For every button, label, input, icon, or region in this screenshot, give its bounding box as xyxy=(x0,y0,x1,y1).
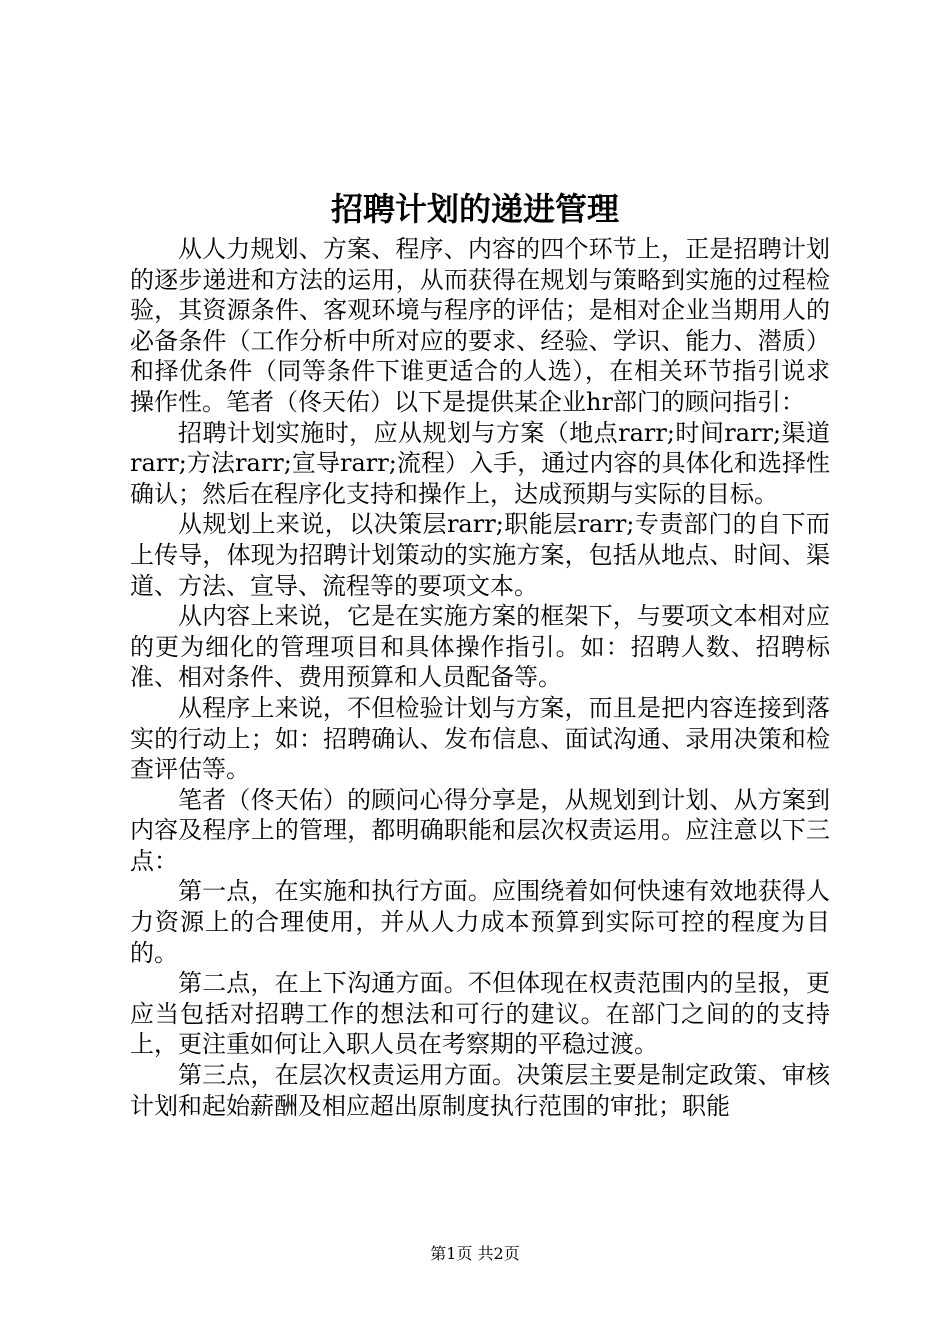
paragraph: 第二点，在上下沟通方面。不但体现在权责范围内的呈报，更应当包括对招聘工作的想法和可行的建议。在部门之间的的支持上，更注重如何让入职人员在考察期的平稳过渡。 xyxy=(130,969,830,1059)
paragraph: 招聘计划实施时，应从规划与方案（地点rarr;时间rarr;渠道rarr;方法rarr;宣导rarr;流程）入手，通过内容的具体化和选择性确认；然后在程序化支持和操作上，达成预期与实际的目标。 xyxy=(130,418,830,508)
document-body xyxy=(130,234,830,1121)
paragraph: 从规划上来说，以决策层rarr;职能层rarr;专责部门的自下而上传导，体现为招聘计划策动的实施方案，包括从地点、时间、渠道、方法、宣导、流程等的要项文本。 xyxy=(130,510,830,600)
paragraph: 从人力规划、方案、程序、内容的四个环节上，正是招聘计划的逐步递进和方法的运用，从而获得在规划与策略到实施的过程检验，其资源条件、客观环境与程序的评估；是相对企业当期用人的必备条件（工作分析中所对应的要求、经验、学识、能力、潜质）和择优条件（同等条件下谁更适合的人选），在相关环节指引说求操作性。笔者（佟天佑）以下是提供某企业hr部门的顾问指引： xyxy=(130,235,830,416)
page-footer: 第1页 共2页 xyxy=(430,1244,520,1263)
paragraph: 从程序上来说，不但检验计划与方案，而且是把内容连接到落实的行动上；如：招聘确认、发布信息、面试沟通、录用决策和检查评估等。 xyxy=(130,693,830,784)
document-title: 招聘计划的递进管理 xyxy=(330,190,619,228)
paragraph: 从内容上来说，它是在实施方案的框架下，与要项文本相对应的更为细化的管理项目和具体操作指引。如：招聘人数、招聘标准、相对条件、费用预算和人员配备等。 xyxy=(130,602,830,692)
paragraph: 第一点，在实施和执行方面。应围绕着如何快速有效地获得人力资源上的合理使用，并从人力成本预算到实际可控的程度为目的。 xyxy=(130,877,830,967)
paragraph: 笔者（佟天佑）的顾问心得分享是，从规划到计划、从方案到内容及程序上的管理，都明确职能和层次权责运用。应注意以下三点： xyxy=(130,785,830,875)
paragraph: 第三点，在层次权责运用方面。决策层主要是制定政策、审核计划和起始薪酬及相应超出原制度执行范围的审批；职能 xyxy=(130,1061,830,1120)
